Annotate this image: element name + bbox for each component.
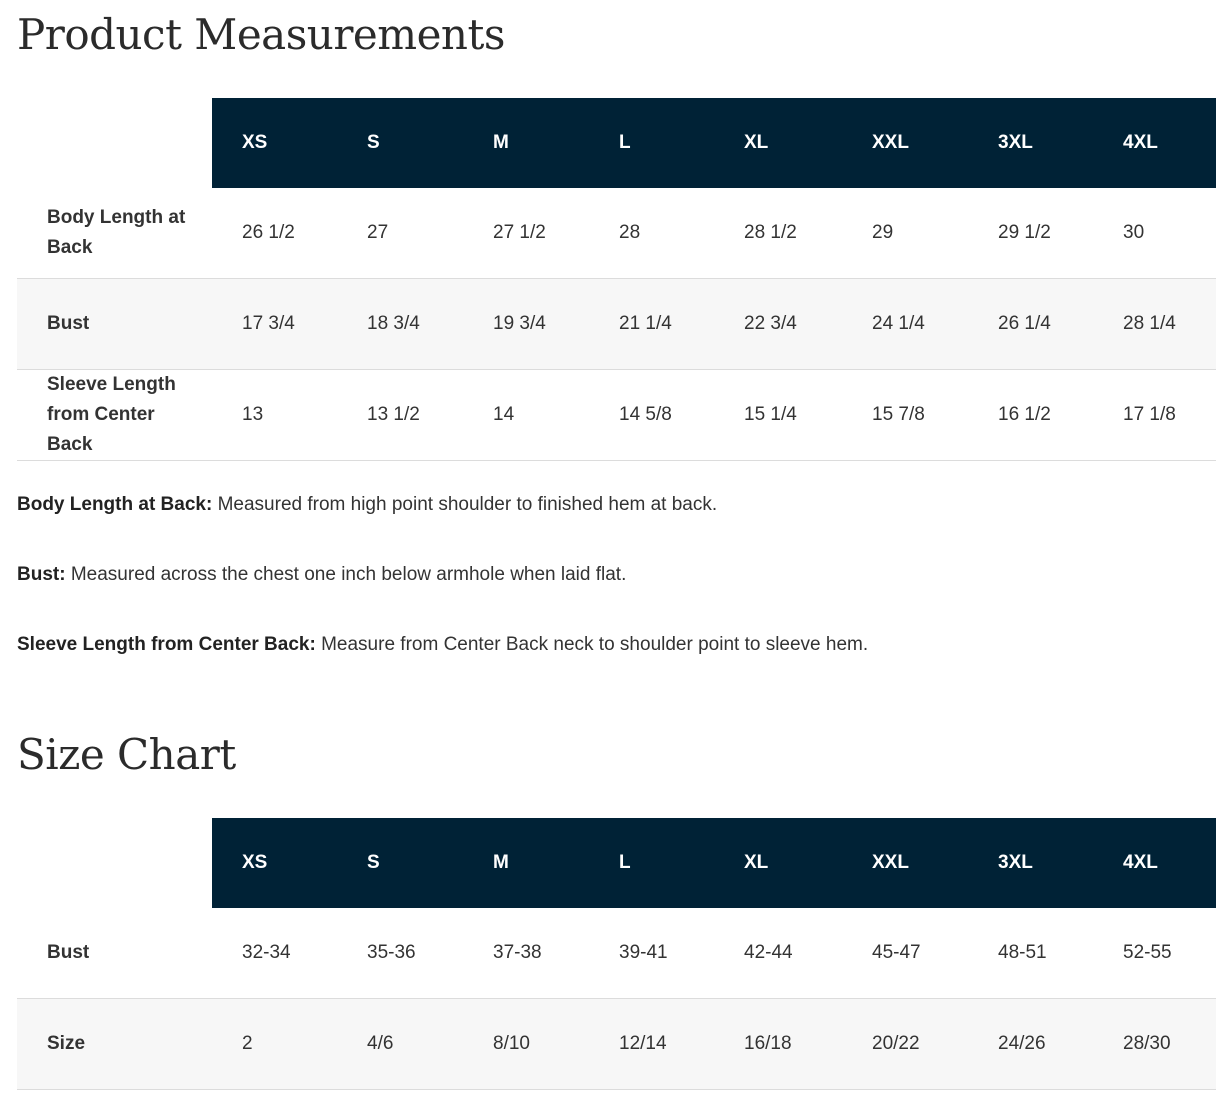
table-cell: 29	[842, 188, 968, 279]
table-cell: 37-38	[463, 908, 589, 999]
table-cell: 21 1/4	[589, 279, 714, 370]
row-label-sleeve-length: Sleeve Length from Center Back	[17, 370, 212, 461]
table-header-row	[17, 98, 1216, 188]
size-chart-title: Size Chart	[17, 730, 236, 779]
table-cell: 2	[212, 999, 337, 1090]
size-header-m: M	[463, 818, 589, 908]
table-cell: 26 1/2	[212, 188, 337, 279]
definition-term: Sleeve Length from Center Back:	[17, 634, 316, 655]
measurement-definitions	[17, 492, 1207, 702]
header-corner-cell	[17, 818, 212, 908]
definition-text: Measure from Center Back neck to shoulder point to sleeve hem.	[315, 634, 869, 655]
definition-body-length	[17, 492, 1207, 518]
table-row	[17, 188, 1216, 279]
size-header-3xl: 3XL	[968, 98, 1093, 188]
table-cell: 28 1/4	[1093, 279, 1216, 370]
table-cell: 20/22	[842, 999, 968, 1090]
table-cell: 29 1/2	[968, 188, 1093, 279]
table-cell: 13 1/2	[337, 370, 463, 461]
table-cell: 22 3/4	[714, 279, 842, 370]
table-cell: 35-36	[337, 908, 463, 999]
definition-text: Measured across the chest one inch below armhole when laid flat.	[65, 564, 627, 585]
size-header-3xl: 3XL	[968, 818, 1093, 908]
size-header-l: L	[589, 98, 714, 188]
size-header-s: S	[337, 98, 463, 188]
table-cell: 24 1/4	[842, 279, 968, 370]
table-cell: 28 1/2	[714, 188, 842, 279]
product-measurements-table	[17, 98, 1216, 461]
size-header-xl: XL	[714, 98, 842, 188]
table-cell: 28	[589, 188, 714, 279]
table-cell: 28/30	[1093, 999, 1216, 1090]
size-header-xs: XS	[212, 818, 337, 908]
table-cell: 14	[463, 370, 589, 461]
table-cell: 30	[1093, 188, 1216, 279]
table-cell: 19 3/4	[463, 279, 589, 370]
definition-text: Measured from high point shoulder to finished hem at back.	[212, 494, 718, 515]
size-header-xxl: XXL	[842, 818, 968, 908]
table-cell: 27	[337, 188, 463, 279]
size-header-4xl: 4XL	[1093, 818, 1216, 908]
table-cell: 14 5/8	[589, 370, 714, 461]
table-cell: 27 1/2	[463, 188, 589, 279]
table-row	[17, 370, 1216, 461]
size-header-4xl: 4XL	[1093, 98, 1216, 188]
size-header-xs: XS	[212, 98, 337, 188]
definition-sleeve-length	[17, 632, 1207, 658]
row-label-body-length: Body Length at Back	[17, 188, 212, 279]
row-label-bust: Bust	[17, 908, 212, 999]
table-cell: 16 1/2	[968, 370, 1093, 461]
table-row	[17, 279, 1216, 370]
table-cell: 8/10	[463, 999, 589, 1090]
definition-bust	[17, 562, 1207, 588]
table-cell: 17 1/8	[1093, 370, 1216, 461]
table-cell: 52-55	[1093, 908, 1216, 999]
table-cell: 4/6	[337, 999, 463, 1090]
table-row	[17, 999, 1216, 1090]
header-corner-cell	[17, 98, 212, 188]
table-cell: 45-47	[842, 908, 968, 999]
table-cell: 39-41	[589, 908, 714, 999]
size-chart-table	[17, 818, 1216, 1090]
size-header-m: M	[463, 98, 589, 188]
definition-term: Bust:	[17, 564, 66, 585]
row-label-size: Size	[17, 999, 212, 1090]
table-cell: 15 7/8	[842, 370, 968, 461]
table-cell: 48-51	[968, 908, 1093, 999]
table-cell: 17 3/4	[212, 279, 337, 370]
table-cell: 16/18	[714, 999, 842, 1090]
table-cell: 26 1/4	[968, 279, 1093, 370]
table-row	[17, 908, 1216, 999]
definition-term: Body Length at Back:	[17, 494, 213, 515]
size-header-l: L	[589, 818, 714, 908]
table-cell: 24/26	[968, 999, 1093, 1090]
size-header-xxl: XXL	[842, 98, 968, 188]
table-cell: 42-44	[714, 908, 842, 999]
table-cell: 32-34	[212, 908, 337, 999]
table-header-row	[17, 818, 1216, 908]
table-cell: 13	[212, 370, 337, 461]
size-header-s: S	[337, 818, 463, 908]
size-header-xl: XL	[714, 818, 842, 908]
product-measurements-title: Product Measurements	[17, 10, 505, 59]
table-cell: 15 1/4	[714, 370, 842, 461]
row-label-bust: Bust	[17, 279, 212, 370]
table-cell: 18 3/4	[337, 279, 463, 370]
table-cell: 12/14	[589, 999, 714, 1090]
